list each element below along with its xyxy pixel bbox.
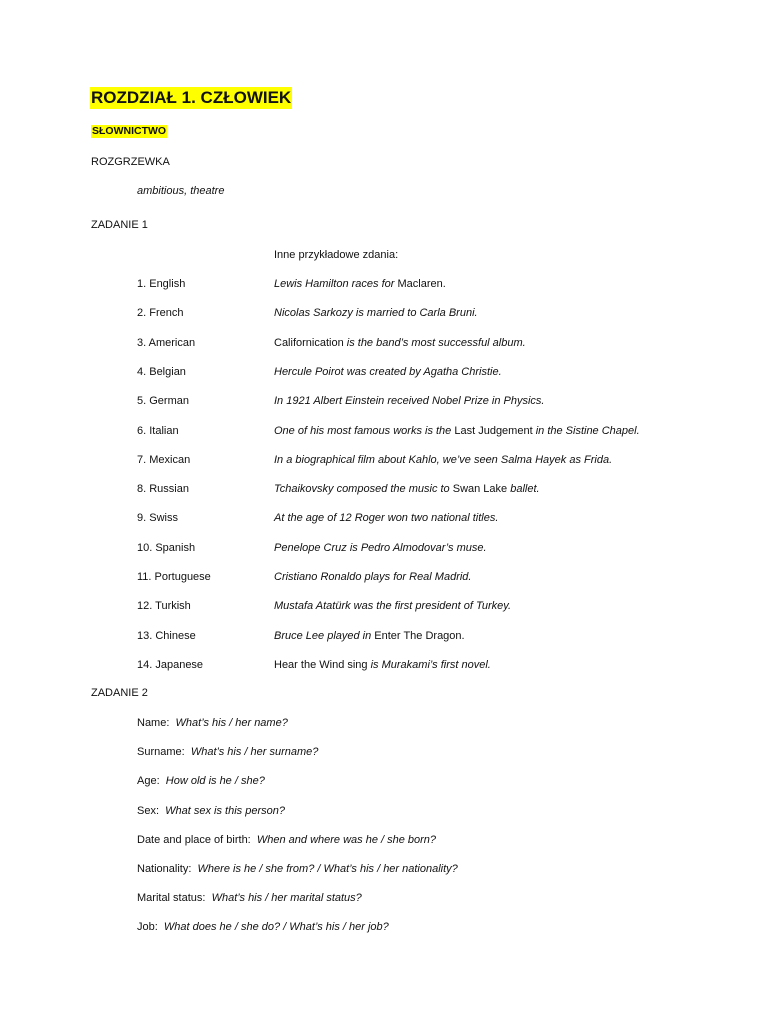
task2-row	[137, 833, 436, 847]
sentence-part: Hercule Poirot was created by Agatha Christie.	[274, 366, 502, 378]
sentence-part: is Murakami’s first novel.	[367, 659, 491, 671]
task1-heading: ZADANIE 1	[91, 219, 148, 231]
task2-label: Name:	[137, 717, 170, 729]
warmup-heading: ROZGRZEWKA	[91, 156, 170, 168]
task1-example-sentence	[274, 277, 446, 291]
sentence-part: Enter The Dragon.	[374, 630, 465, 642]
sentence-part: In 1921 Albert Einstein received Nobel Prize in Physics.	[274, 395, 545, 407]
sentence-part: Bruce Lee played in	[274, 630, 375, 642]
task2-heading: ZADANIE 2	[91, 687, 148, 699]
task2-label: Marital status:	[137, 892, 206, 904]
task1-item-label: 9. Swiss	[137, 512, 178, 524]
task1-example-sentence	[274, 541, 487, 555]
sentence-part: One of his most famous works is the	[274, 425, 455, 437]
task1-item-label: 4. Belgian	[137, 366, 186, 378]
task1-example-sentence	[274, 394, 544, 408]
task1-example-sentence	[274, 570, 471, 584]
task1-example-sentence	[274, 424, 640, 438]
task1-example-sentence	[274, 511, 498, 525]
task1-item-label: 6. Italian	[137, 425, 179, 437]
warmup-words: ambitious, theatre	[137, 185, 225, 197]
task2-row	[137, 716, 288, 730]
sentence-part: in the Sistine Chapel.	[532, 425, 640, 437]
task2-row	[137, 862, 458, 876]
task1-item-label: 13. Chinese	[137, 630, 196, 642]
sentence-part: Swan Lake	[452, 483, 508, 495]
task2-label: Sex:	[137, 805, 160, 817]
sentence-part: Hear the Wind sing	[274, 659, 368, 671]
task2-question: What sex is this person?	[165, 805, 285, 817]
task1-example-sentence	[274, 658, 491, 672]
task2-label: Date and place of birth:	[137, 834, 251, 846]
task1-item-label: 2. French	[137, 307, 184, 319]
task1-example-sentence	[274, 336, 526, 350]
sentence-part: Mustafa Atatürk was the first president of Turkey.	[274, 600, 511, 612]
sentence-part: is the band’s most successful album.	[343, 337, 526, 349]
sentence-part: At the age of 12 Roger won two national titles.	[274, 512, 499, 524]
task2-row	[137, 920, 389, 934]
task2-label: Nationality:	[137, 863, 192, 875]
sentence-part: Maclaren.	[397, 278, 446, 290]
task1-item-label: 3. American	[137, 337, 196, 349]
task1-example-sentence	[274, 453, 612, 467]
task2-question: When and where was he / she born?	[256, 834, 437, 846]
task2-row	[137, 804, 285, 818]
task2-question: What does he / she do? / What’s his / her job?	[163, 921, 389, 933]
task1-example-sentence	[274, 629, 465, 643]
chapter-title: ROZDZIAŁ 1. CZŁOWIEK	[91, 88, 292, 107]
task1-item-label: 1. English	[137, 278, 186, 290]
task1-example-sentence	[274, 599, 511, 613]
task2-label: Age:	[137, 775, 160, 787]
task1-example-sentence	[274, 482, 540, 496]
task1-item-label: 5. German	[137, 395, 189, 407]
sentence-part: Tchaikovsky composed the music to	[274, 483, 453, 495]
task1-example-sentence	[274, 306, 478, 320]
sentence-part: Last Judgement	[454, 425, 533, 437]
task2-row	[137, 891, 362, 905]
task1-item-label: 7. Mexican	[137, 454, 191, 466]
examples-heading: Inne przykładowe zdania:	[274, 249, 399, 261]
task2-question: What’s his / her surname?	[190, 746, 319, 758]
task2-label: Job:	[137, 921, 158, 933]
task1-item-label: 10. Spanish	[137, 542, 196, 554]
sentence-part: Californication	[274, 337, 344, 349]
sentence-part: Penelope Cruz is Pedro Almodovar’s muse.	[274, 542, 487, 554]
sentence-part: Cristiano Ronaldo plays for Real Madrid.	[274, 571, 472, 583]
task2-question: Where is he / she from? / What’s his / her nationality?	[197, 863, 458, 875]
task1-item-label: 11. Portuguese	[137, 571, 211, 583]
task1-item-label: 14. Japanese	[137, 659, 204, 671]
task2-question: How old is he / she?	[165, 775, 265, 787]
task1-item-label: 8. Russian	[137, 483, 189, 495]
task2-row	[137, 745, 318, 759]
task1-item-label: 12. Turkish	[137, 600, 191, 612]
sentence-part: In a biographical film about Kahlo, we’ve seen Salma Hayek as Frida.	[274, 454, 613, 466]
task2-row	[137, 774, 265, 788]
task2-question: What’s his / her marital status?	[211, 892, 362, 904]
task1-example-sentence	[274, 365, 502, 379]
sentence-part: Lewis Hamilton races for	[274, 278, 398, 290]
task2-label: Surname:	[137, 746, 185, 758]
sentence-part: Nicolas Sarkozy is married to Carla Bruni.	[274, 307, 478, 319]
sentence-part: ballet.	[507, 483, 540, 495]
task2-question: What’s his / her name?	[175, 717, 288, 729]
section-title-vocabulary: SŁOWNICTWO	[92, 125, 167, 137]
